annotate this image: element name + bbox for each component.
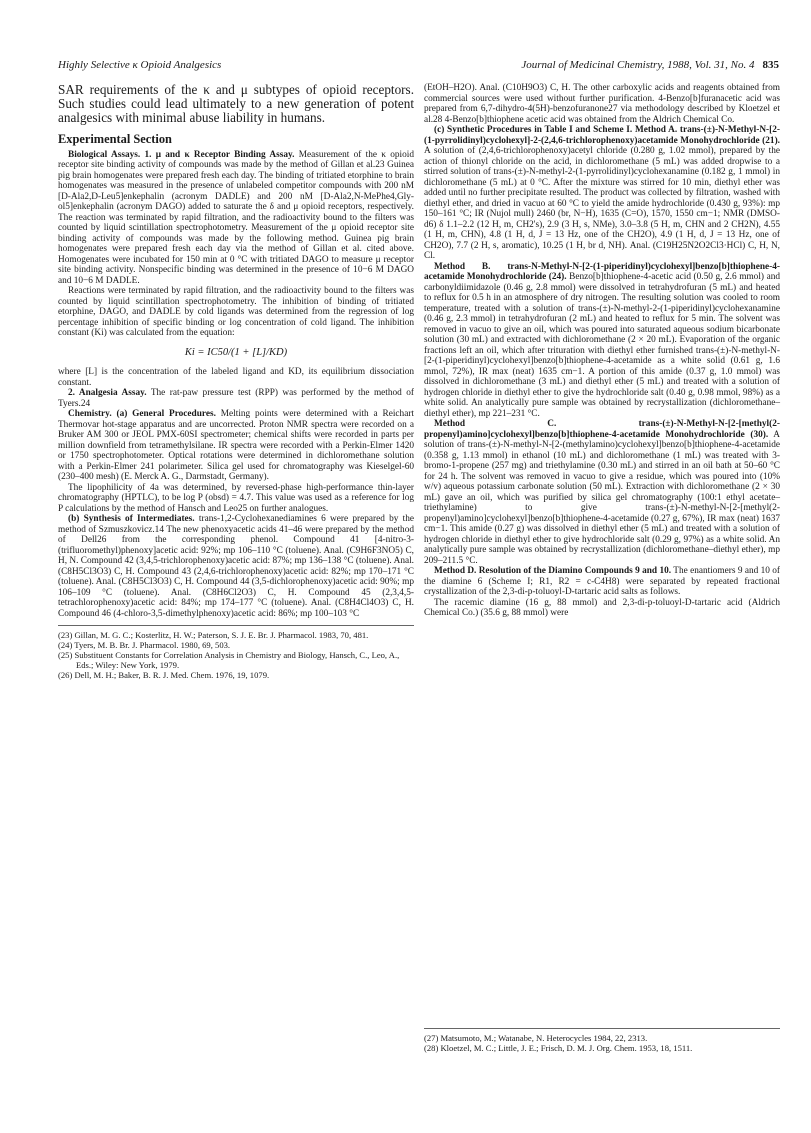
reactions-paragraph: Reactions were terminated by rapid filtration, and the radioactivity bound to the filters was counted by liquid scintillation spectrophotometry. The inhibition of binding of tritiated etorphine, DAGO, and DADLE by cold ligands was determined from the regression of log percentage inhibition of specific binding or log concentration of cold ligand. The inhibition constant (Ki) was calculated from the equation: [58,286,414,339]
method-b-text: Benzo[b]thiophene-4-acetic acid (0.50 g, 2.6 mmol) and carbonyldiimidazole (0.46 g, 2.8 mmol) were dissolved in tetrahydrofuran (5 mL) and heated to reflux for 0.5 h in an atmosphere of dry nitrogen. The resulting solution was cooled to room temperature, treated with a solution of trans-(±)-N-methyl-2-(1-piperidinyl)cyclohexanamine (0.46 g, 2.3 mmol) in tetrahydrofuran (2 mL) and heated to reflux for 5 min. The solvent was removed in vacuo to give an oil, which was poured into saturated aqueous sodium bicarbonate solution (30 mL) and extracted with dichloromethane (2 × 20 mL). Evaporation of the organic fractions left an oil, which after trituration with diethyl ether furnished trans-(±)-N-methyl-N-[2-(1-piperidinyl)cyclohexyl]benzo[b]thiophene-4-acetamide as a white solid (0.61 g, 1.6 mmol, 72%), IR max (neat) 1635 cm−1. A portion of this amide (0.37 g, 1.0 mmol) was dissolved in dichloromethane (3 mL) and diethyl ether (5 mL) and treated with a solution of hydrogen chloride in diethyl ether to give the hydrochloride salt (0.40 g, 0.98 mmol, 98%) as a white solid. An analytically pure sample was obtained by recrystallization (dichloromethane–diethyl ether), mp 221–231 °C. [424,272,780,419]
intro-paragraph: SAR requirements of the κ and μ subtypes of opioid receptors. Such studies could lead ultimately to a new generation of potent analgesics with minimal abuse liability in humans. [58,82,414,126]
binding-assay-heading: Biological Assays. 1. μ and κ Receptor Binding Assay. [68,149,295,160]
chemistry-paragraph [58,409,414,483]
method-b-heading: Method B. trans-N-Methyl-N-[2-(1-piperidinyl)cyclohexyl]benzo[b]thiophene-4-acetamide Monohydrochloride (24). [424,261,780,282]
reference-item: (26) Dell, M. H.; Baker, B. R. J. Med. Chem. 1976, 19, 1079. [58,670,270,681]
analgesia-paragraph [58,388,414,409]
method-c-text: A solution of trans-(±)-N-methyl-N-[2-(methylamino)cyclohexyl]benzo[b]thiophene-4-acetamide (0.358 g, 1.13 mmol) in ethanol (10 mL) and dichloromethane (1 mL) was treated with 3-bromo-1-propene (257 mg) and triethylamine (0.30 mL) and stirred in an oil bath at 50–60 °C for 24 h. The solvent was removed in vacuo to give a residue, which was poured into (10% w/v) aqueous potassium carbonate solution (50 mL). Extraction with dichloromethane (2 × 30 mL) gave an oil, which was purified by silica gel chromatography (100:1 ethyl acetate–triethylamine) to give trans-(±)-N-methyl-N-[2-[methyl(2-propenyl)amino]cyclohexyl]benzo[b]thiophene-4-acetamide (0.27 g, 67%), IR max (neat) 1637 cm−1. This amide (0.27 g) was dissolved in diethyl ether (5 mL) and treated with a solution of hydrogen chloride in diethyl ether to give hydrochloride salt (0.29 g, 97%) as a white solid. An analytically pure sample was obtained by recrystallization (dichloromethane–diethyl ether), mp 209–211.5 °C. [424,429,780,566]
lipophilicity-paragraph: The lipophilicity of 4a was determined, by reversed-phase high-performance thin-layer chromatography (HPTLC), to be log P (obsd) = 4.7. This value was used as a reference for log P calculations by the method of Hansch and Leo25 on further analogues. [58,482,414,514]
binding-assay-text: Measurement of the κ opioid receptor site binding activity of compounds was made by the method of Gillan et al.23 Guinea pig brain homogenates were prepared fresh each day. The binding of tritiated etorphine to brain homogenates was measured in the presence of unlabeled competitor compounds with 200 nM [D-Ala2,D-Leu5]enkephalin (acronym DADLE) and 200 nM [D-Ala2,N-MePhe4,Gly-ol5]enkephalin (acronym DAGO) added to saturate the δ and μ opioid receptors, respectively. The reaction was terminated by rapid filtration, and the radioactivity bound to the filters was counted by liquid scintillation spectrophotometry. Measurement of the μ opioid receptor site binding activity of compounds was made by the following method. Guinea pig brain homogenates were prepared fresh each day via the method of Gillan et al. cited above. Homogenates were incubated for 150 min at 0 °C with tritiated DAGO to measure μ receptor site binding activity. Nonspecific binding was determined in the presence of 10−6 M DAGO and 10−6 M DADLE. [58,149,414,286]
footnote-references-left [58,625,414,680]
analgesia-text: The rat-paw pressure test (RPP) was performed by the method of Tyers.24 [58,388,415,409]
synthesis-text: trans-1,2-Cyclohexanediamines 6 were prepared by the method of Szmuszkovicz.14 The new phenoxyacetic acids 41–46 were prepared by the method of Dell26 from the corresponding phenol. Compound 41 [4-nitro-3-(trifluoromethyl)phenoxy]acetic acid: 92%; mp 106–110 °C (toluene). Anal. (C9H6F3NO5) C, H, N. Compound 42 (3,4,5-trichlorophenoxy)acetic acid: 87%; mp 136–138 °C (toluene). Anal. (C8H5Cl3O3) C, H. Compound 43 (2,4,6-trichlorophenoxy)acetic acid: 82%; mp 170–171 °C (toluene). Anal. (C8H5Cl3O3) C, H. Compound 44 (3,5-dichlorophenoxy)acetic acid: 90%; mp 106–109 °C (toluene). Anal. (C8H6Cl2O3) C, H. Compound 45 (2,3,4,5-tetrachlorophenoxy)acetic acid: 84%; mp 174–177 °C (toluene). Anal. (C8H4Cl4O3) C, H. Compound 46 (4-chloro-3,5-dimethylphenoxy)acetic acid: 86%; mp 100–103 °C [58,514,414,619]
analgesia-heading: 2. Analgesia Assay. [68,388,147,399]
reference-item: (23) Gillan, M. G. C.; Kosterlitz, H. W.; Paterson, S. J. E. Br. J. Pharmacol. 1983, 70, 481. [58,630,369,641]
reference-item: (28) Kloetzel, M. C.; Little, J. E.; Frisch, D. M. J. Org. Chem. 1953, 18, 1511. [424,1043,693,1053]
method-b-paragraph [424,262,780,420]
continued-paragraph: (EtOH–H2O). Anal. (C10H9O3) C, H. The other carboxylic acids and reagents obtained from commercial sources were used without further purification. 4-Benzo[b]furanacetic acid was prepared from 6,7-dihydro-4(5H)-benzofuranone27 via methodology described by Kloetzel et al.28 4-Benzo[b]thiophene acetic acid was obtained from the Aldrich Chemical Co. [424,83,780,125]
header-journal [521,59,779,71]
equation-where: where [L] is the concentration of the labeled ligand and KD, its equilibrium dissociation constant. [58,367,414,388]
method-a-paragraph [424,125,780,262]
ki-equation: Ki = IC50/(1 + [L]/KD) [184,346,288,358]
method-a-heading: (c) Synthetic Procedures in Table I and Scheme I. Method A. trans-(±)-N-Methyl-N-[2-(1-pyrrolidinyl)cyclohexyl]-2-(2,4,6-trichlorophenoxy)acetamide Monohydrochloride (21). [424,125,780,146]
page-number: 835 [762,59,779,71]
chemistry-heading: Chemistry. (a) General Procedures. [68,409,216,420]
method-a-text: A solution of (2,4,6-trichlorophenoxy)acetyl chloride (0.280 g, 1.02 mmol), prepared by the action of thionyl chloride on the acid, in dichloromethane (5 mL) was added dropwise to a stirred solution of trans-(±)-N-methyl-2-(1-pyrrolidinyl)cyclohexanamine (0.182 g, 1 mmol) in dichloromethane (5 mL) at 0 °C. After the mixture was stirred for 10 min, diethyl ether was added until no further precipitate resulted. The product was collected by filtration, washed with diethyl ether, and dried in vacuo at 60 °C to yield the amide hydrochloride (0.430 g, 93%): mp 150–161 °C; IR (Nujol mull) 2460 (br, N−H), 1635 (C=O), 1570, 1550 cm−1; NMR (DMSO-d6) δ 1.1–2.2 (12 H, m, CH2's), 2.9 (3 H, s, NMe), 3.0–3.8 (5 H, m, CHN and 2 CH2N), 4.55 (1 H, m, CHN), 4.8 (1 H, d, J = 13 Hz, one of the CH2O), 4.9 (1 H, d, J = 13 Hz, one of CH2O), 7.7 (2 H, s, aromatic), 10.25 (1 H, br d, NH). Anal. (C19H25N2O2Cl3·HCl) C, H, N, Cl. [424,146,780,261]
left-column [58,83,414,680]
method-d-heading: Method D. Resolution of the Diamino Compounds 9 and 10. [434,566,672,576]
reference-item: (25) Substituent Constants for Correlation Analysis in Chemistry and Biology, Hansch, C., Leo, A., Eds.; Wiley: New York, 1979. [58,650,400,671]
method-d-paragraph [424,566,780,598]
reference-item: (27) Matsumoto, M.; Watanabe, N. Heterocycles 1984, 22, 2313. [424,1033,648,1043]
running-header [58,59,779,73]
reference-item: (24) Tyers, M. B. Br. J. Pharmacol. 1980, 69, 503. [58,640,231,651]
footnote-references-right [424,1028,780,1053]
journal-citation: Journal of Medicinal Chemistry, 1988, Vol. 31, No. 4 [521,59,755,71]
right-column [424,83,780,619]
synthesis-heading: (b) Synthesis of Intermediates. [68,514,195,525]
binding-assay-paragraph [58,150,414,287]
chemistry-text: Melting points were determined with a Reichart Thermovar hot-stage apparatus and are uncorrected. Proton NMR spectra were recorded on a Bruker AM 300 or JEOL PMX-60SI spectrometer; chemical shifts were recorded in parts per million downfield from tetramethylsilane. IR spectra were recorded with a Perkin-Elmer 1420 or 1750 spectrophotometer. Optical rotations were determined in dichloromethane solution with a Perkin-Elmer 241 polarimeter. Silica gel used for chromatography was Kieselgel-60 (230–400 mesh) (E. Merck A. G., Darmstadt, Germany). [58,409,414,483]
method-c-paragraph [424,419,780,566]
method-d-text: The enantiomers 9 and 10 of the diamine 6 (Scheme I; R1, R2 = c-C4H8) were separated by repeated fractional crystallization of the 2,3-di-p-toluoyl-D-tartaric acid salts as follows. [424,566,781,597]
method-c-heading: Method C. trans-(±)-N-Methyl-N-[2-[methyl(2-propenyl)amino]cyclohexyl]benzo[b]thiophene-4-acetamide Monohydrochloride (30). [424,419,780,440]
synthesis-paragraph [58,514,414,619]
method-d-continued: The racemic diamine (16 g, 88 mmol) and 2,3-di-p-toluoyl-D-tartaric acid (Aldrich Chemical Co.) (35.6 g, 88 mmol) were [424,597,780,618]
experimental-section-heading: Experimental Section [58,131,172,146]
header-title: Highly Selective κ Opioid Analgesics [58,59,222,71]
